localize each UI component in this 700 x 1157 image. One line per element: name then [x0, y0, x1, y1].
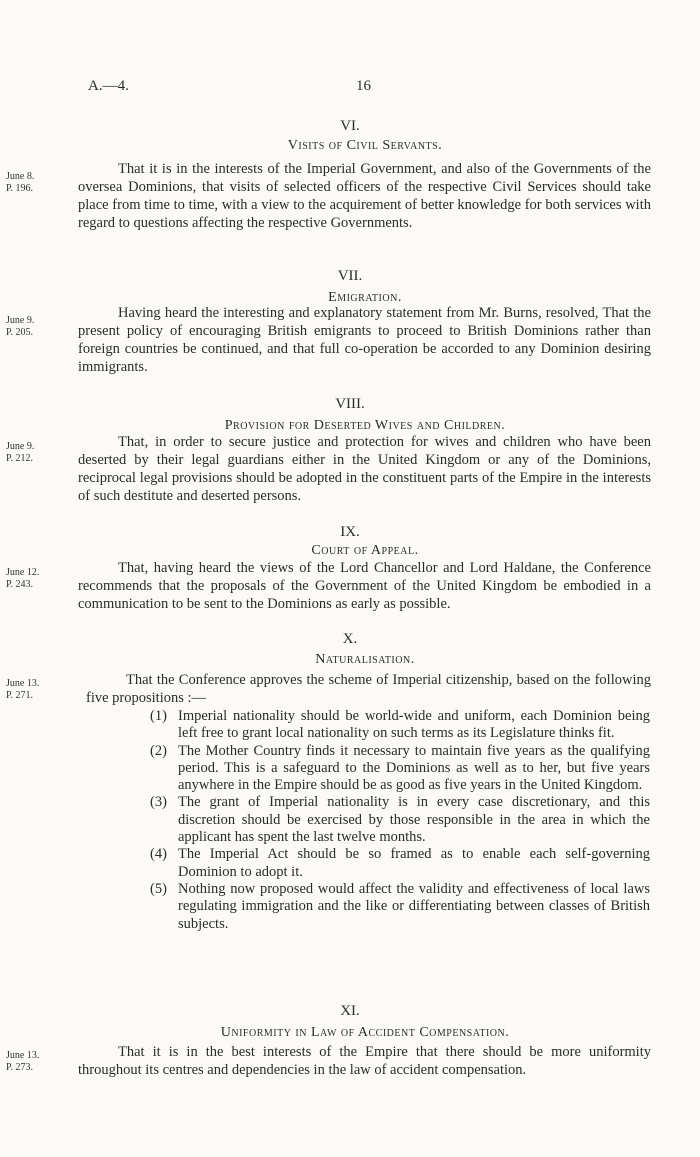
section-number: X. — [342, 631, 358, 647]
margin-note — [6, 678, 66, 702]
margin-note — [6, 567, 66, 591]
margin-note — [6, 1050, 66, 1074]
section-number: VII. — [337, 268, 363, 284]
paragraph-text: That it is in the best interests of the Empire that there should be more uniformity throughout its centres and dependencies in the law of accident compensation. — [78, 1044, 651, 1078]
margin-page-ref: P. 205. — [6, 327, 33, 338]
list-item — [150, 743, 650, 795]
section-number: VIII. — [335, 396, 365, 412]
section-paragraph — [78, 433, 651, 505]
section-title: Court of Appeal. — [311, 543, 419, 558]
item-label: (5) — [150, 880, 167, 897]
margin-page-ref: P. 196. — [6, 183, 33, 194]
item-text: The grant of Imperial nationality is in every case discretionary, and this discretion should be exercised by those responsible in the area in which the applicant has spent the last twelve months. — [178, 794, 650, 846]
margin-note — [6, 315, 66, 339]
section-paragraph — [78, 160, 651, 232]
item-label: (1) — [150, 708, 167, 724]
margin-date: June 9. — [6, 315, 35, 326]
paragraph-text: That, in order to secure justice and protection for wives and children who have been deserted by their legal guardians either in the United Kingdom or any of the Dominions, reciprocal legal provisions should be adopted in the constituent parts of the Empire in the interests of such destitute and deserted persons. — [78, 434, 651, 504]
paragraph-text: Having heard the interesting and explanatory statement from Mr. Burns, resolved, That the present policy of encouraging British emigrants to proceed to British Dominions rather than foreign countries be continued, and that full co-operation be accorded to any Dominion desiring immigrants. — [78, 305, 651, 375]
section-number: IX. — [340, 524, 360, 540]
section-title: Provision for Deserted Wives and Children. — [224, 418, 506, 433]
list-item — [150, 881, 650, 933]
item-text: Imperial nationality should be world-wide and uniform, each Dominion being left free to grant local nationality on such terms as its Legislature thinks fit. — [178, 708, 650, 742]
item-label: (2) — [150, 742, 167, 759]
item-text: The Imperial Act should be so framed as to enable each self-governing Dominion to adopt it. — [178, 846, 650, 880]
paragraph-text: That, having heard the views of the Lord Chancellor and Lord Haldane, the Conference recommends that the proposals of the Government of the United Kingdom be embodied in a communication to be sent to the Dominions as early as possible. — [78, 560, 651, 612]
margin-page-ref: P. 273. — [6, 1062, 33, 1073]
section-number: VI. — [340, 118, 360, 134]
item-label: (3) — [150, 794, 167, 811]
margin-date: June 12. — [6, 567, 40, 578]
margin-date: June 13. — [6, 1050, 40, 1061]
list-item — [150, 708, 650, 743]
section-title: Emigration. — [328, 290, 402, 305]
margin-date: June 13. — [6, 678, 40, 689]
paragraph-text: That the Conference approves the scheme of Imperial citizenship, based on the following five propositions :— — [86, 672, 651, 706]
list-item — [150, 794, 650, 846]
section-paragraph — [78, 1043, 651, 1079]
section-title: Visits of Civil Servants. — [287, 138, 443, 153]
paragraph-text: That it is in the interests of the Imperial Government, and also of the Governments of the oversea Dominions, that visits of selected officers of the respective Civil Services should take place from time to time, with a view to the acquirement of better knowledge for both services with regard to questions affecting the respective Governments. — [78, 161, 651, 231]
page-number: 16 — [356, 78, 371, 94]
margin-note — [6, 171, 66, 195]
section-title: Uniformity in Law of Accident Compensation. — [220, 1025, 510, 1040]
propositions-list — [150, 708, 650, 933]
section-title: Naturalisation. — [315, 652, 415, 667]
section-paragraph — [86, 671, 651, 707]
list-item — [150, 846, 650, 881]
margin-page-ref: P. 243. — [6, 579, 33, 590]
item-label: (4) — [150, 846, 167, 863]
margin-date: June 9. — [6, 441, 35, 452]
document-reference: A.—4. — [88, 78, 129, 94]
margin-note — [6, 441, 66, 465]
section-number: XI. — [340, 1003, 360, 1019]
margin-page-ref: P. 212. — [6, 453, 33, 464]
margin-date: June 8. — [6, 171, 35, 182]
item-text: Nothing now proposed would affect the validity and effectiveness of local laws regulating immigration and the like or differentiating between classes of British subjects. — [178, 880, 650, 932]
section-paragraph — [78, 304, 651, 376]
section-paragraph — [78, 559, 651, 613]
item-text: The Mother Country finds it necessary to maintain five years as the qualifying period. This is a safeguard to the Dominions as well as to her, but five years anywhere in the Empire should be as good as five years in the United Kingdom. — [178, 742, 650, 794]
margin-page-ref: P. 271. — [6, 690, 33, 701]
